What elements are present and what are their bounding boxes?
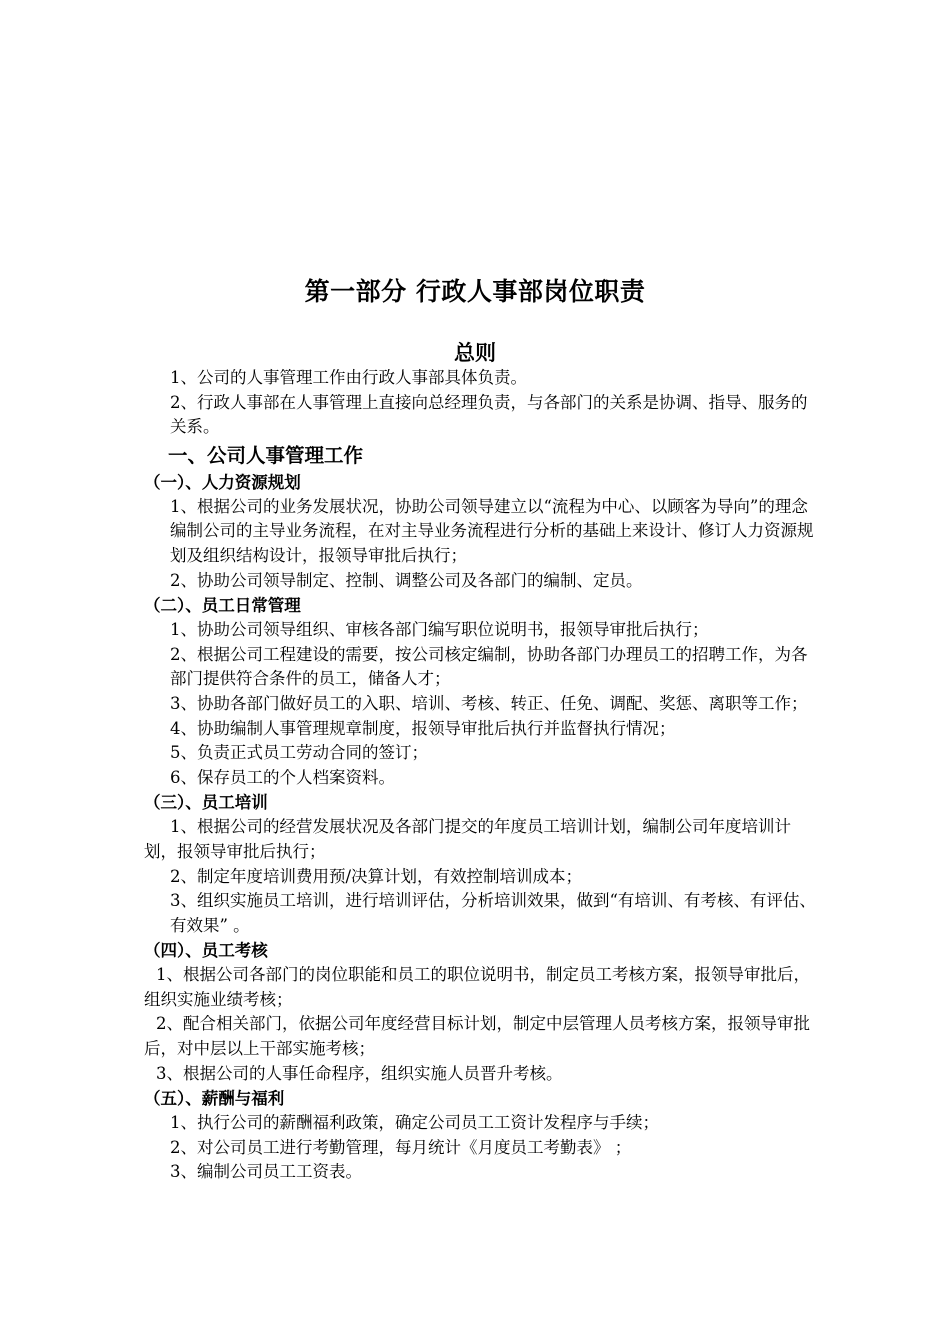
- section-heading: 一、公司人事管理工作: [168, 443, 364, 467]
- document-body: [144, 366, 816, 1185]
- list-item: 2、对公司员工进行考勤管理，每月统计《月度员工考勤表》 ；: [170, 1137, 632, 1157]
- list-item: 1、根据公司的经营发展状况及各部门提交的年度员工培训计划，编制公司年度培训计划，报领导审批后执行；: [144, 817, 791, 861]
- document-title: 第一部分 行政人事部岗位职责: [304, 277, 646, 306]
- list-item: 2、协助公司领导制定、控制、调整公司及各部门的编制、定员。: [170, 570, 643, 590]
- list-item: 5、负责正式员工劳动合同的签订；: [170, 743, 428, 763]
- subsection-heading: （一）、人力资源规划: [144, 472, 301, 492]
- list-item: 3、根据公司的人事任命程序，组织实施人员晋升考核。: [156, 1063, 563, 1083]
- list-item: 4、协助编制人事管理规章制度，报领导审批后执行并监督执行情况；: [170, 718, 676, 738]
- list-item: 1、根据公司各部门的岗位职能和员工的职位说明书，制定员工考核方案，报领导审批后，组织实施业绩考核；: [144, 965, 810, 1009]
- list-item: 3、组织实施员工培训，进行培训评估，分析培训效果，做到“有培训、有考核、有评估、有效果” 。: [170, 891, 816, 935]
- general-heading: 总则: [454, 341, 496, 365]
- list-item: 3、协助各部门做好员工的入职、培训、考核、转正、任免、调配、奖惩、离职等工作；: [170, 693, 808, 713]
- list-item: 1、执行公司的薪酬福利政策，确定公司员工工资计发程序与手续；: [170, 1113, 659, 1133]
- subsection-heading: （三）、员工培训: [144, 793, 268, 813]
- list-item: 2、配合相关部门，依据公司年度经营目标计划，制定中层管理人员考核方案，报领导审批后，对中层以上干部实施考核；: [144, 1014, 810, 1059]
- subsection-heading: （二）、员工日常管理: [144, 596, 301, 616]
- general-item: 1、公司的人事管理工作由行政人事部具体负责。: [170, 368, 527, 387]
- subsection-heading: （四）、员工考核: [144, 941, 268, 961]
- list-item: 1、根据公司的业务发展状况，协助公司领导建立以“流程为中心、以顾客为导向”的理念编制公司的主导业务流程，在对主导业务流程进行分析的基础上来设计、修订人力资源规划及组织结构设计，报领导审批后执行；: [170, 496, 814, 565]
- list-item: 1、协助公司领导组织、审核各部门编写职位说明书，报领导审批后执行；: [170, 620, 709, 640]
- list-item: 3、编制公司员工工资表。: [170, 1162, 362, 1182]
- general-item: 2、行政人事部在人事管理上直接向总经理负责，与各部门的关系是协调、指导、服务的关系。: [170, 392, 808, 437]
- list-item: 6、保存员工的个人档案资料。: [170, 767, 395, 787]
- subsection-heading: （五）、薪酬与福利: [144, 1089, 285, 1109]
- list-item: 2、根据公司工程建设的需要，按公司核定编制，协助各部门办理员工的招聘工作，为各部门提供符合条件的员工，储备人才；: [170, 644, 808, 689]
- list-item: 2、制定年度培训费用预/决算计划，有效控制培训成本；: [170, 866, 583, 886]
